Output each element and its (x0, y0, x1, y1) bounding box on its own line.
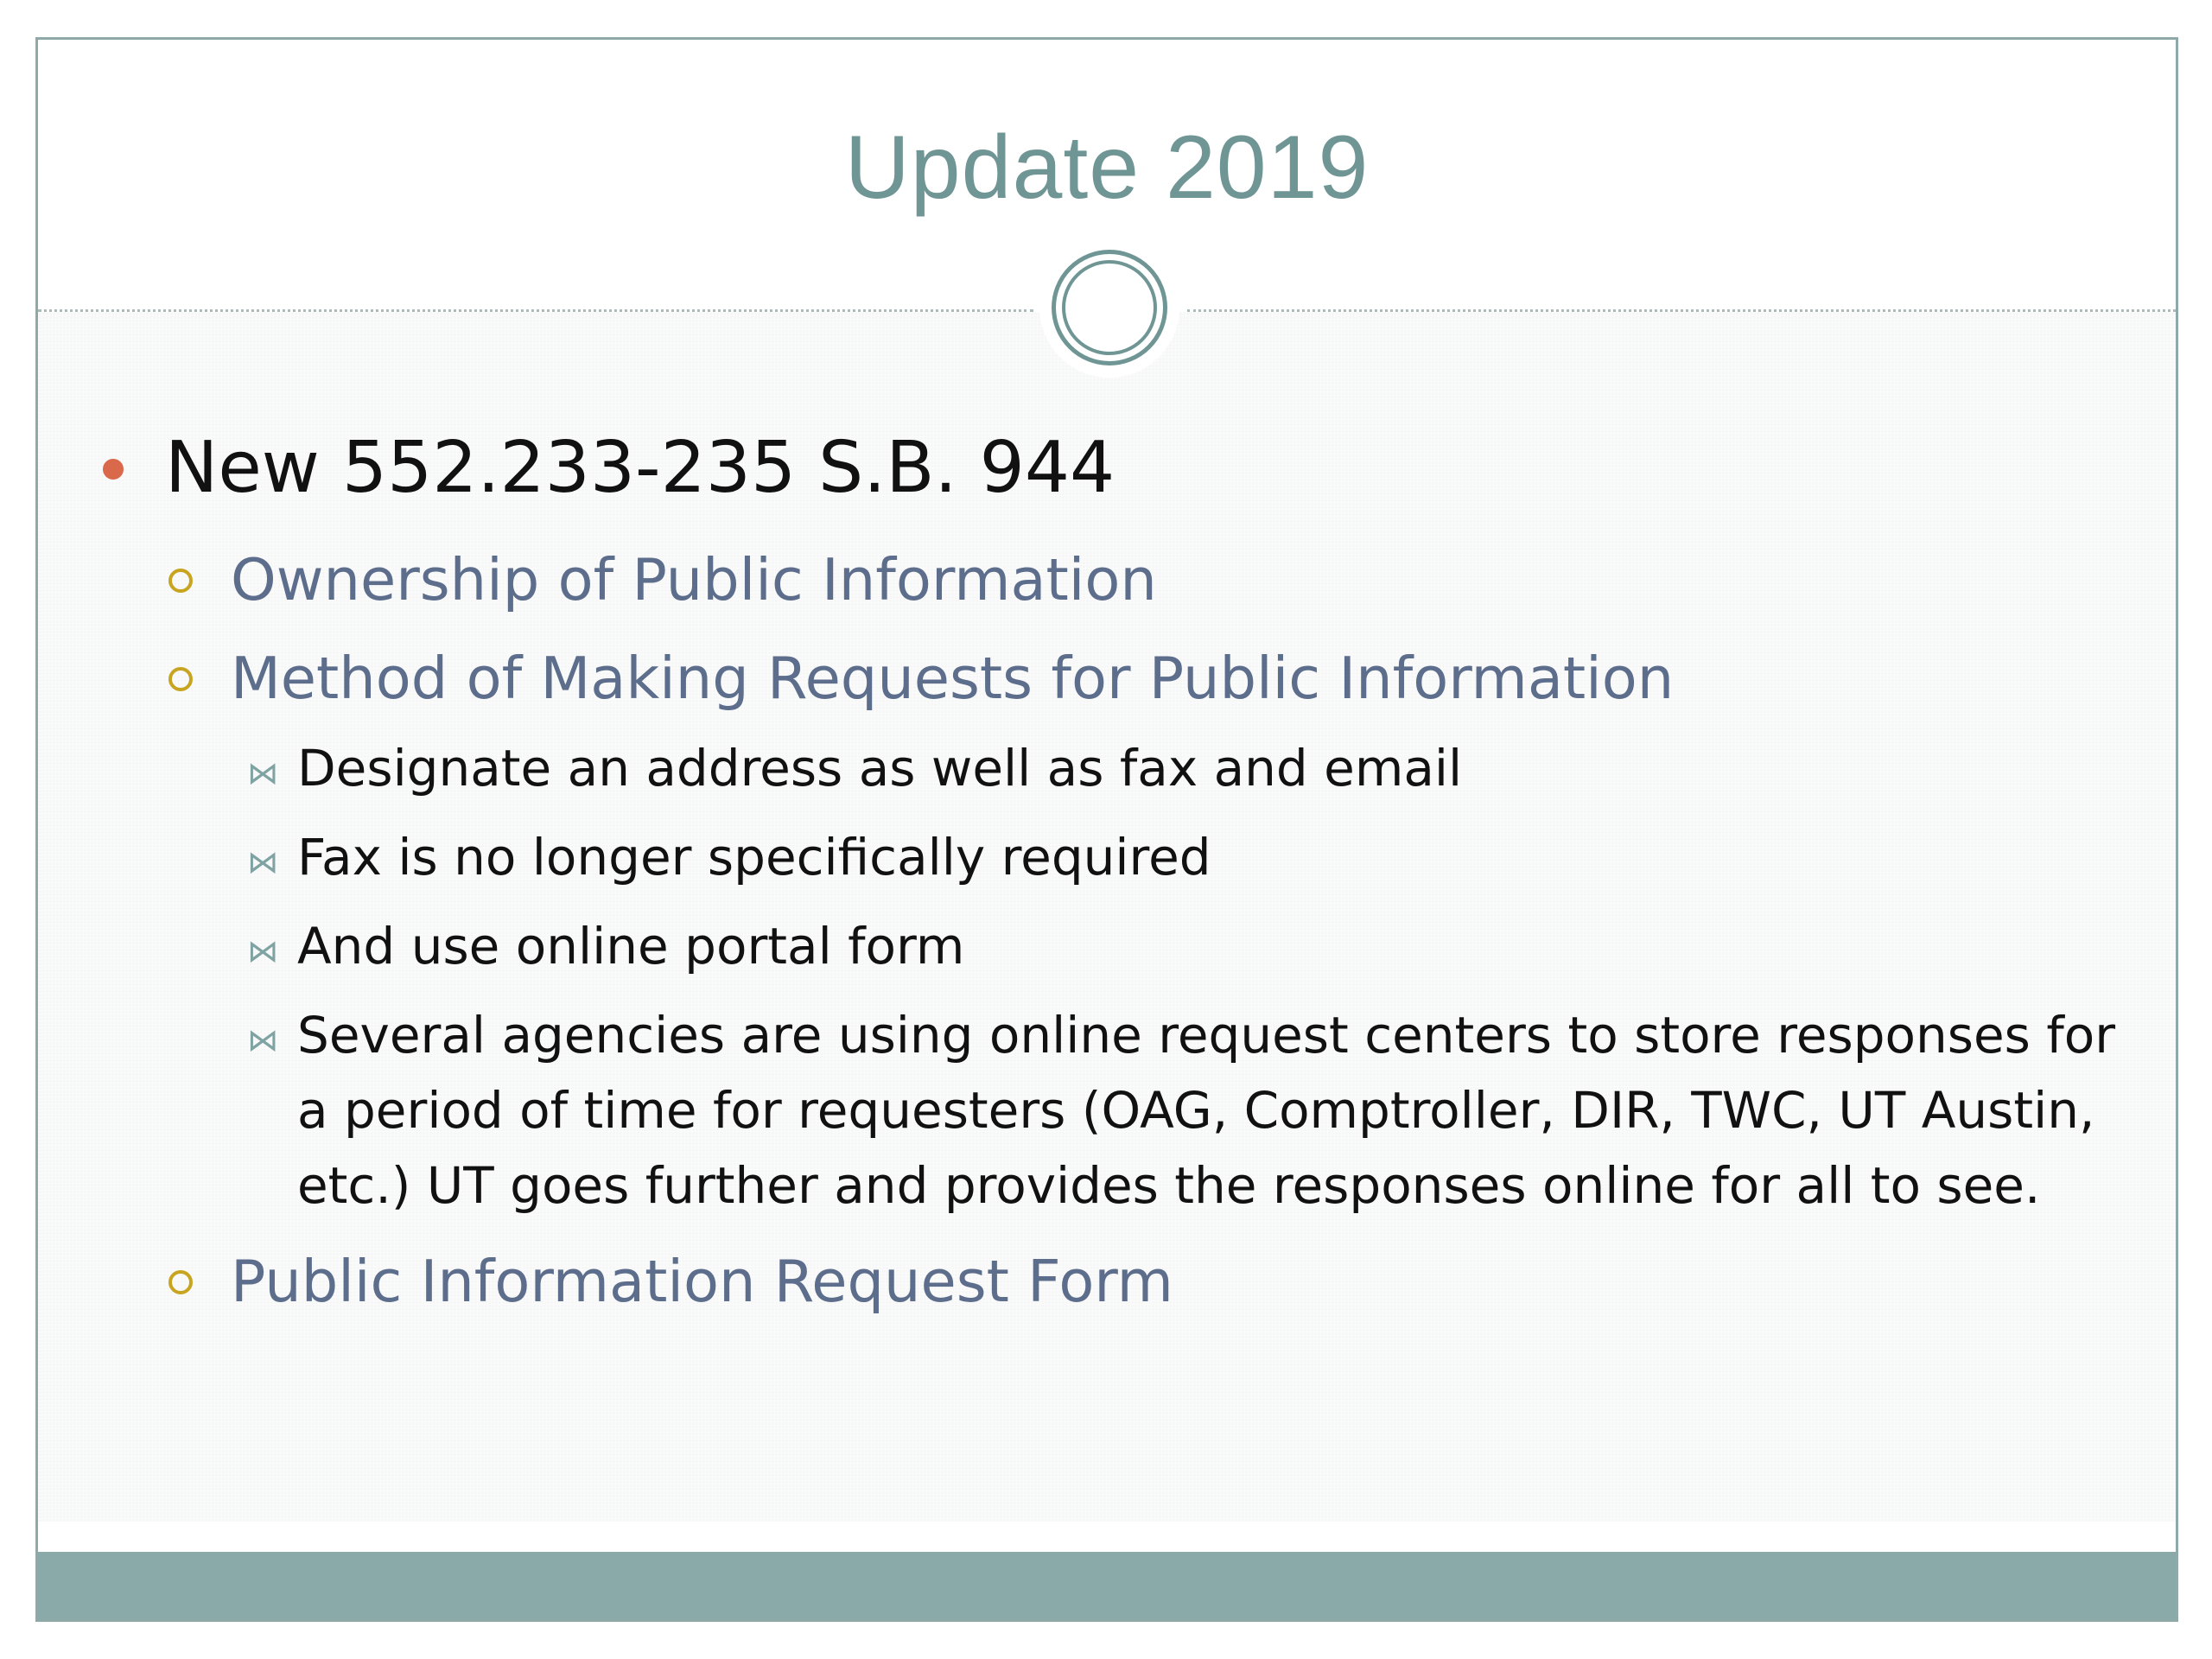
bullet-level2: Method of Making Requests for Public Information (231, 645, 1675, 712)
filled-dot-icon (103, 459, 124, 480)
slide-title: Update 2019 (844, 118, 1370, 218)
ring-bullet-icon (168, 667, 193, 691)
footer-bar (38, 1552, 2176, 1622)
slide (35, 37, 2178, 1622)
title-divider-left (38, 309, 1033, 312)
bowtie-icon: ⋈ (247, 845, 278, 880)
ring-bullet-icon (168, 569, 193, 593)
bullet-level3: Several agencies are using online request centers to store responses for a period of time for requesters (OAG, Comptroller, DIR, TWC, UT Austin, etc.) UT goes further and provides the responses online for all to see. (297, 1006, 2116, 1215)
ring-bullet-icon (168, 1270, 193, 1294)
bullet-level3: Fax is no longer specifically required (297, 828, 1211, 887)
title-divider-right (1187, 309, 2176, 312)
bullet-level2: Ownership of Public Information (231, 546, 1157, 613)
bullet-level1: New 552.233-235 S.B. 944 (165, 427, 1116, 509)
bullet-level3: Designate an address as well as fax and email (297, 739, 1463, 798)
title-ring-icon (1052, 250, 1167, 365)
bowtie-icon: ⋈ (247, 934, 278, 969)
bowtie-icon: ⋈ (247, 1023, 278, 1058)
title-ring-inner (1062, 260, 1157, 355)
bullet-level3: And use online portal form (297, 917, 965, 976)
bowtie-icon: ⋈ (247, 756, 278, 791)
bullet-level2: Public Information Request Form (231, 1248, 1173, 1315)
